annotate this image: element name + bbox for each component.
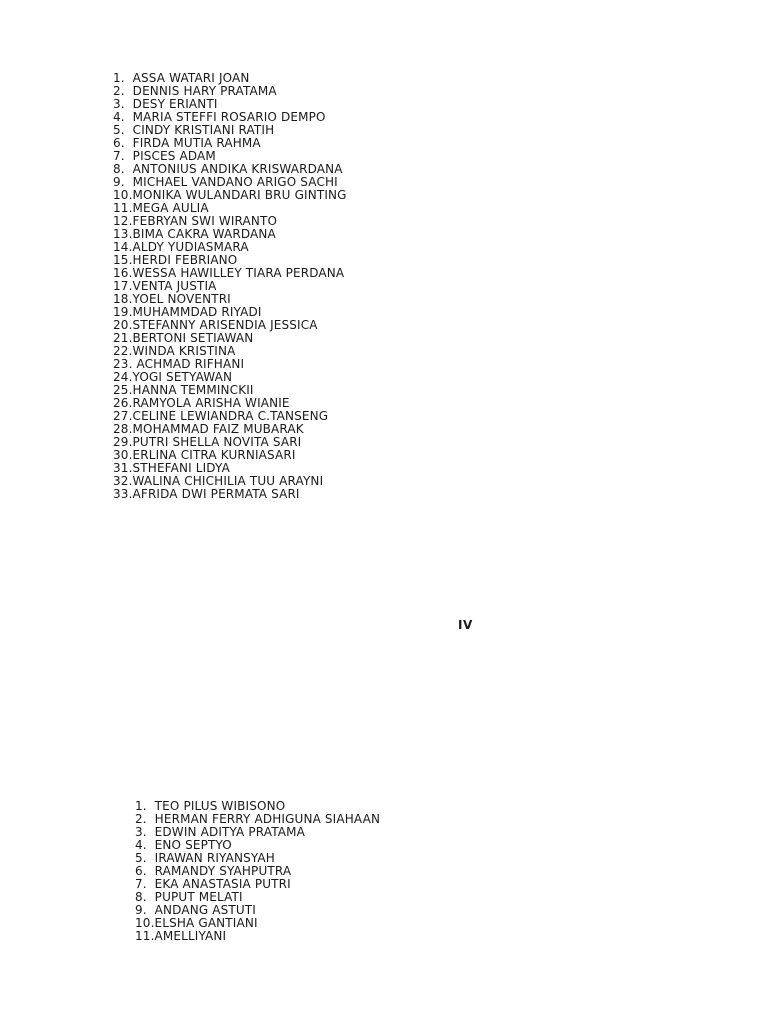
list-item: 10.ELSHA GANTIANI <box>135 916 258 930</box>
list-item: 29.PUTRI SHELLA NOVITA SARI <box>113 435 302 449</box>
list-item: 21.BERTONI SETIAWAN <box>113 331 254 345</box>
list-item: 31.STHEFANI LIDYA <box>113 461 230 475</box>
list-item: 1. ASSA WATARI JOAN <box>113 71 250 85</box>
list-item: 9. MICHAEL VANDANO ARIGO SACHI <box>113 175 338 189</box>
list-item: 8. PUPUT MELATI <box>135 890 243 904</box>
list-item: 7. PISCES ADAM <box>113 149 216 163</box>
list-item: 12.FEBRYAN SWI WIRANTO <box>113 214 278 228</box>
list-item: 22.WINDA KRISTINA <box>113 344 236 358</box>
list-item: 20.STEFANNY ARISENDIA JESSICA <box>113 318 318 332</box>
section-heading: IV <box>458 618 473 632</box>
list-item: 11.AMELLIYANI <box>135 929 227 943</box>
list-item: 2. HERMAN FERRY ADHIGUNA SIAHAAN <box>135 812 381 826</box>
list-item: 6. RAMANDY SYAHPUTRA <box>135 864 292 878</box>
list-item: 24.YOGI SETYAWAN <box>113 370 233 384</box>
name-list-group-3 <box>113 72 347 501</box>
list-item: 30.ERLINA CITRA KURNIASARI <box>113 448 296 462</box>
list-item: 11.MEGA AULIA <box>113 201 209 215</box>
list-item: 7. EKA ANASTASIA PUTRI <box>135 877 291 891</box>
list-item: 3. DESY ERIANTI <box>113 97 218 111</box>
list-item: 28.MOHAMMAD FAIZ MUBARAK <box>113 422 304 436</box>
list-item: 5. IRAWAN RIYANSYAH <box>135 851 275 865</box>
list-item: 18.YOEL NOVENTRI <box>113 292 231 306</box>
list-item: 33.AFRIDA DWI PERMATA SARI <box>113 487 300 501</box>
list-item: 15.HERDI FEBRIANO <box>113 253 238 267</box>
name-list-group-4 <box>135 800 380 943</box>
list-item: 4. ENO SEPTYO <box>135 838 232 852</box>
list-item: 16.WESSA HAWILLEY TIARA PERDANA <box>113 266 345 280</box>
list-item: 1. TEO PILUS WIBISONO <box>135 799 286 813</box>
list-item: 13.BIMA CAKRA WARDANA <box>113 227 276 241</box>
list-item: 14.ALDY YUDIASMARA <box>113 240 249 254</box>
list-item: 5. CINDY KRISTIANI RATIH <box>113 123 275 137</box>
list-item: 8. ANTONIUS ANDIKA KRISWARDANA <box>113 162 343 176</box>
list-item: 27.CELINE LEWIANDRA C.TANSENG <box>113 409 329 423</box>
list-item: 32.WALINA CHICHILIA TUU ARAYNI <box>113 474 324 488</box>
list-item: 2. DENNIS HARY PRATAMA <box>113 84 277 98</box>
list-item: 6. FIRDA MUTIA RAHMA <box>113 136 261 150</box>
list-item: 10.MONIKA WULANDARI BRU GINTING <box>113 188 347 202</box>
list-item: 23. ACHMAD RIFHANI <box>113 357 245 371</box>
list-item: 19.MUHAMMDAD RIYADI <box>113 305 262 319</box>
list-item: 4. MARIA STEFFI ROSARIO DEMPO <box>113 110 326 124</box>
list-item: 3. EDWIN ADITYA PRATAMA <box>135 825 305 839</box>
list-item: 26.RAMYOLA ARISHA WIANIE <box>113 396 290 410</box>
list-item: 25.HANNA TEMMINCKII <box>113 383 254 397</box>
list-item: 17.VENTA JUSTIA <box>113 279 217 293</box>
list-item: 9. ANDANG ASTUTI <box>135 903 256 917</box>
